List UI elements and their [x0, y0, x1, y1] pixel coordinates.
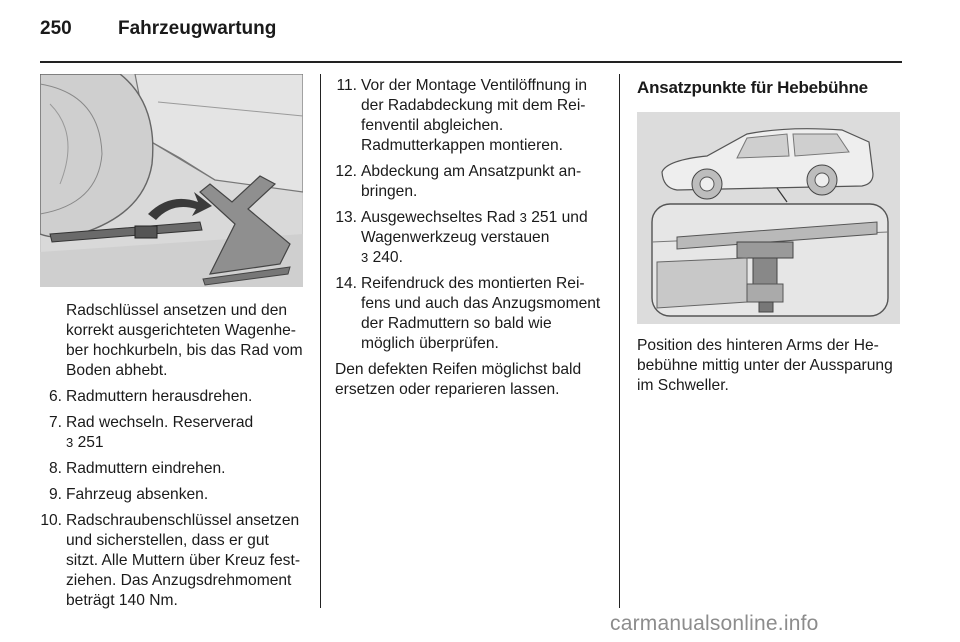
list-item: 10. Radschraubenschlüssel ansetzen und sicherstellen, dass er gut sitzt. Alle Muttern über Kreuz festziehen. Das Anzugsdrehmoment beträgt 140 Nm.	[40, 512, 301, 609]
list-item: 8. Radmuttern eindrehen.	[48, 460, 226, 477]
column-3	[637, 74, 903, 396]
list-item: 11. Vor der Montage Ventilöffnung in der Radabdeckung mit dem Reifenventil abgleichen.	[336, 77, 587, 134]
column-2	[335, 74, 605, 400]
ref-arrow-icon: 3	[66, 435, 74, 450]
step-11-sub: Radmutterkappen montieren.	[361, 137, 563, 154]
page-reference[interactable]: 240.	[372, 249, 403, 266]
list-item: 9. Fahrzeug absenken.	[48, 486, 209, 503]
lift-illustration	[637, 112, 900, 324]
page-title: Fahrzeugwartung	[118, 18, 277, 39]
list-item: 7. Rad wechseln. Reserverad 3 251	[48, 414, 254, 451]
steps-list-2	[335, 76, 605, 136]
steps-list-3	[335, 162, 605, 354]
section-heading: Ansatzpunkte für Hebebühne	[637, 78, 868, 97]
ref-arrow-icon: 3	[361, 250, 369, 265]
page-header	[40, 18, 276, 48]
jack-illustration	[40, 74, 303, 287]
column-divider	[619, 74, 620, 608]
lift-caption: Position des hinteren Arms der Hebebühne mittig unter der Aussparung im Schweller.	[637, 337, 893, 394]
watermark: carmanualsonline.info	[610, 612, 819, 635]
steps-list-1	[40, 387, 304, 611]
column-divider	[320, 74, 321, 608]
jack-caption: Radschlüssel ansetzen und den korrekt ausgerichteten Wagenheber hochkurbeln, bis das Rad vom Boden abhebt.	[66, 302, 303, 379]
page-number: 250	[40, 18, 72, 39]
page-reference[interactable]: 251	[531, 209, 558, 226]
column-1	[40, 74, 304, 611]
closing-paragraph: Den defekten Reifen möglichst bald ersetzen oder reparieren lassen.	[335, 361, 582, 398]
list-item: 13. Ausgewechseltes Rad 3 251 und Wagenwerkzeug verstauen 3 240.	[335, 209, 588, 266]
list-item: 6. Radmuttern herausdrehen.	[48, 388, 253, 405]
page-reference[interactable]: 251	[77, 434, 104, 451]
header-rule	[40, 61, 902, 63]
list-item: 12. Abdeckung am Ansatzpunkt anbringen.	[335, 163, 582, 200]
ref-arrow-icon: 3	[519, 210, 527, 225]
list-item: 14. Reifendruck des montierten Reifens und auch das Anzugsmoment der Radmuttern so bald wie möglich überprüfen.	[335, 275, 601, 352]
